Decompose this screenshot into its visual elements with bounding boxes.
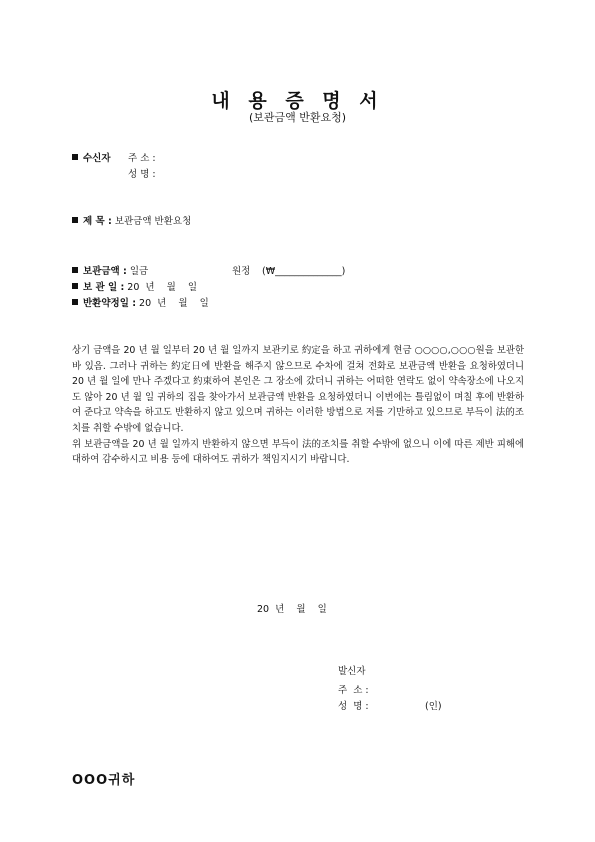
document-subtitle: (보관금액 반환요청) [248, 111, 347, 124]
subject-row [72, 215, 191, 228]
sender-name-label: 성 명 : [338, 701, 369, 712]
body-text [72, 343, 524, 468]
square-bullet-icon [72, 267, 78, 273]
body-paragraph-2: 위 보관금액을 20 년 월 일까지 반환하지 않으면 부득이 法的조치를 취할 수밖에 없으니 이에 따른 제반 피해에 대하여 감수하시고 비용 등에 대하여도 귀하가 책임지시기 바랍니다. [72, 438, 524, 466]
storage-date-row [72, 281, 197, 294]
square-bullet-icon [72, 217, 78, 223]
subject-value: 보관금액 반환요청 [114, 216, 192, 227]
storage-date-value: 20 년 월 일 [127, 282, 198, 293]
square-bullet-icon [72, 283, 78, 289]
deposit-row [72, 265, 148, 278]
sender-label: 발신자 [338, 666, 366, 677]
deposit-suffix: 원정 [232, 266, 251, 277]
promise-date-row [72, 297, 209, 310]
recipient-name-label: 성 명 : [128, 169, 156, 180]
issue-date: 20 년 월 일 [257, 604, 327, 615]
square-bullet-icon [72, 299, 78, 305]
sender-address-label: 주 소 : [338, 685, 369, 696]
subject-label: 제 목 : [83, 216, 112, 227]
addressee: OOO귀하 [72, 773, 136, 788]
body-paragraph-1: 상기 금액을 20 년 월 일부터 20 년 월 일까지 보관키로 約定을 하고 귀하에게 현금 ○○○○,○○○원을 보관한 바 있음. 그러나 귀하는 約定日에 반환을 해주지 않으므로 수차에 걸쳐 전화로 보관금액 반환을 요청하였더니 20 년 월 일에 만나 주겠다고 約束하여 본인은 그 장소에 갔더니 귀하는 어떠한 연락도 없이 약속장소에 나오지도 않아 20 년 월 일 귀하의 집을 찾아가서 보관금액 반환을 요청하였더니 이번에는 틀림없이 며칠 후에 반환하여 준다고 약속을 하고도 반환하지 않고 있으며 귀하는 이러한 방법으로 저를 기만하고 있으므로 부득이 法的조치를 취할 수밖에 없습니다. [72, 345, 524, 434]
deposit-prefix: 일금 [129, 266, 149, 277]
recipient-label: 수신자 [83, 153, 111, 164]
deposit-label: 보관금액 : [83, 266, 127, 277]
promise-date-value: 20 년 월 일 [139, 298, 209, 309]
seal-mark: (인) [425, 701, 442, 712]
recipient-address-label: 주 소 : [128, 153, 156, 164]
recipient-section [72, 152, 111, 165]
promise-date-label: 반환약정일 : [83, 298, 136, 309]
square-bullet-icon [72, 154, 78, 160]
document-title: 내 용 증 명 서 [211, 90, 384, 112]
deposit-amount: (₩______________) [262, 266, 346, 277]
storage-date-label: 보 관 일 : [83, 282, 125, 293]
